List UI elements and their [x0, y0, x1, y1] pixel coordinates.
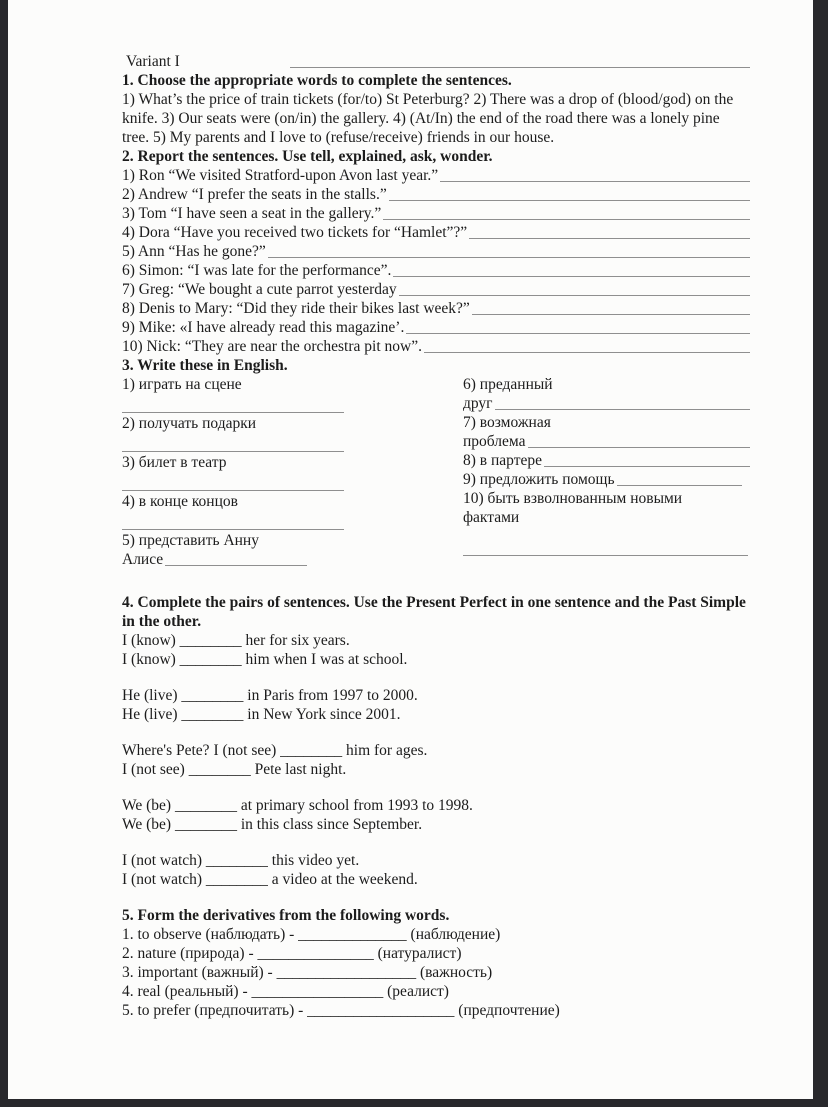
- task4-sentence: Where's Pete? I (not see) ________ him for ages.: [122, 742, 428, 759]
- task4-sentence: He (live) ________ in New York since 2001.: [122, 706, 401, 723]
- task3-item-label: Алисе: [122, 551, 164, 568]
- task4-sentence: I (know) ________ her for six years.: [122, 632, 350, 649]
- task2-item-text: 9) Mike: «I have already read this magazine’.: [122, 319, 405, 336]
- answer-blank-line: [472, 299, 750, 315]
- task3-item-label: 10) быть взволнованным новыми: [463, 490, 683, 507]
- task2-item-text: 6) Simon: “I was late for the performance”.: [122, 262, 392, 279]
- worksheet-content: [122, 52, 750, 1020]
- task3-item-label: 7) возможная: [463, 414, 551, 431]
- task5-item: 5. to prefer (предпочитать) - ___________________ (предпочтение): [122, 1002, 560, 1019]
- answer-blank-line: [268, 242, 750, 258]
- task4-sentence: I (not watch) ________ a video at the weekend.: [122, 871, 418, 888]
- task3-title: 3. Write these in English.: [122, 357, 288, 374]
- answer-blank-line: [122, 511, 344, 530]
- name-blank-line: [290, 52, 750, 68]
- page-edge-right: [813, 0, 828, 1107]
- task2-title: 2. Report the sentences. Use tell, explained, ask, wonder.: [122, 148, 493, 165]
- task2-item: [122, 280, 750, 299]
- task3-columns: [122, 375, 750, 569]
- task3-left-column: [122, 375, 463, 569]
- task2-item: [122, 204, 750, 223]
- answer-blank-line: [617, 470, 742, 486]
- page-edge-left: [0, 0, 8, 1107]
- task3-item-label: 9) предложить помощь: [463, 471, 615, 488]
- task2-item-text: 4) Dora “Have you received two tickets for “Hamlet”?”: [122, 224, 468, 241]
- task2-item: [122, 185, 750, 204]
- task3-item-label: 6) преданный: [463, 376, 553, 393]
- task2-item-text: 8) Denis to Mary: “Did they ride their bikes last week?”: [122, 300, 470, 317]
- task3-item-label: 5) представить Анну: [122, 532, 259, 549]
- task5-title: 5. Form the derivatives from the following words.: [122, 907, 450, 924]
- task4-sentence: I (not see) ________ Pete last night.: [122, 761, 347, 778]
- task4-sentence: We (be) ________ in this class since September.: [122, 816, 423, 833]
- task3-item-label: друг: [463, 395, 493, 412]
- answer-blank-line: [406, 318, 750, 334]
- task3-item-label: проблема: [463, 433, 526, 450]
- answer-blank-line: [399, 280, 750, 296]
- answer-blank-line: [389, 185, 750, 201]
- task2-item-text: 2) Andrew “I prefer the seats in the stalls.”: [122, 186, 387, 203]
- task2-item: [122, 242, 750, 261]
- task4-sentence: He (live) ________ in Paris from 1997 to 2000.: [122, 687, 418, 704]
- task3-item: [463, 451, 750, 470]
- task5-item: 2. nature (природа) - _______________ (натуралист): [122, 945, 462, 962]
- task2-item-text: 5) Ann “Has he gone?”: [122, 243, 266, 260]
- page-edge-bottom: [0, 1099, 828, 1107]
- header-row: [122, 52, 750, 71]
- variant-label: Variant I: [126, 53, 180, 70]
- task3-item: [463, 470, 750, 489]
- task3-item-label: фактами: [463, 509, 520, 526]
- answer-blank-line: [122, 433, 344, 452]
- task5-item: 3. important (важный) - __________________ (важность): [122, 964, 493, 981]
- task4-sentence: I (not watch) ________ this video yet.: [122, 852, 360, 869]
- answer-blank-line: [383, 204, 750, 220]
- answer-blank-line: [544, 451, 750, 467]
- answer-blank-line: [165, 550, 307, 566]
- answer-blank-line: [495, 394, 750, 410]
- task3-item-label: 8) в партере: [463, 452, 542, 469]
- task2-item: [122, 261, 750, 280]
- task3-item-continuation: [463, 432, 750, 451]
- task2-item: [122, 337, 750, 356]
- task3-right-column: [463, 375, 750, 569]
- task5-item: 4. real (реальный) - _________________ (реалист): [122, 983, 449, 1000]
- task3-item-continuation: [122, 550, 307, 569]
- answer-blank-line: [393, 261, 750, 277]
- task3-item-label: 1) играть на сцене: [122, 376, 242, 393]
- task4-sentence: We (be) ________ at primary school from 1993 to 1998.: [122, 797, 473, 814]
- task1-title: 1. Choose the appropriate words to complete the sentences.: [122, 72, 512, 89]
- task5-section: [122, 906, 750, 1020]
- task2-item: [122, 223, 750, 242]
- answer-blank-line: [469, 223, 750, 239]
- task4-sentence: I (know) ________ him when I was at school.: [122, 651, 408, 668]
- answer-blank-line: [122, 394, 344, 413]
- task1-body: 1) What’s the price of train tickets (for/to) St Peterburg? 2) There was a drop of (blood/god) on the knife. 3) Our seats were (on/in) the gallery. 4) (At/In) the end of the road there was a lonely pine tree. 5) My parents and I love to (refuse/receive) friends in our house.: [122, 91, 734, 146]
- answer-blank-line: [122, 472, 344, 491]
- task2-item: [122, 166, 750, 185]
- task4-title: 4. Complete the pairs of sentences. Use the Present Perfect in one sentence and the Past Simple in the other.: [122, 594, 746, 630]
- answer-blank-line: [463, 527, 748, 556]
- answer-blank-line: [528, 432, 751, 448]
- task2-item-text: 1) Ron “We visited Stratford-upon Avon last year.”: [122, 167, 439, 184]
- answer-blank-line: [424, 337, 750, 353]
- task3-item-label: 3) билет в театр: [122, 454, 227, 471]
- task2-item-text: 3) Tom “I have seen a seat in the gallery.”: [122, 205, 382, 222]
- task4-section: [122, 593, 750, 889]
- task2-item: [122, 299, 750, 318]
- task2-item: [122, 318, 750, 337]
- task3-item-label: 2) получать подарки: [122, 415, 257, 432]
- task3-item-continuation: [463, 394, 750, 413]
- task2-item-text: 10) Nick: “They are near the orchestra pit now”.: [122, 338, 422, 355]
- task2-item-text: 7) Greg: “We bought a cute parrot yesterday: [122, 281, 397, 298]
- answer-blank-line: [440, 166, 750, 182]
- task5-item: 1. to observe (наблюдать) - ______________ (наблюдение): [122, 926, 501, 943]
- task3-item-label: 4) в конце концов: [122, 493, 238, 510]
